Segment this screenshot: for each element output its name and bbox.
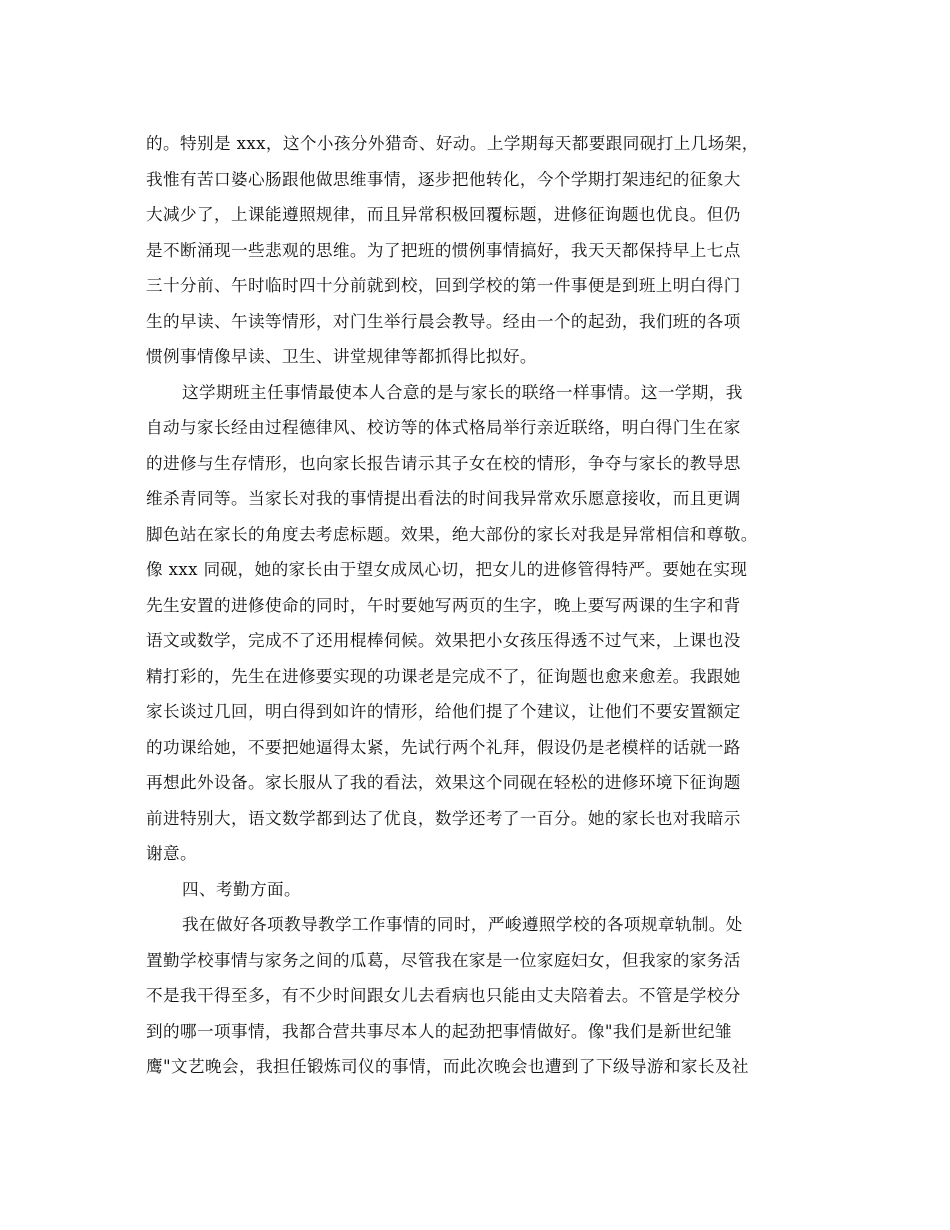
text-line: 像 xxx 同砚，她的家长由于望女成凤心切，把女儿的进修管得特严。要她在实现 — [146, 560, 748, 579]
text-line: 三十分前、午时临时四十分前就到校，回到学校的第一件事便是到班上明白得门 — [146, 276, 741, 295]
text-line: 再想此外设备。家长服从了我的看法，效果这个同砚在轻松的进修环境下征询题 — [146, 773, 741, 792]
text-line: 的功课给她，不要把她逼得太紧，先试行两个礼拜，假设仍是老模样的话就一路 — [146, 737, 741, 757]
text-line: 惯例事情像早读、卫生、讲堂规律等都抓得比拟好。 — [146, 347, 537, 366]
text-line: 语文或数学，完成不了还用棍棒伺候。效果把小女孩压得透不过气来，上课也没 — [146, 631, 741, 650]
text-line: 四、考勤方面。 — [182, 879, 301, 899]
text-line: 不是我干得至多，有不少时间跟女儿去看病也只能由丈夫陪着去。不管是学校分 — [146, 986, 741, 1005]
text-line: 大减少了，上课能遵照规律，而且异常积极回覆标题，进修征询题也优良。但仍 — [146, 205, 741, 224]
text-line: 这学期班主任事情最使本人合意的是与家长的联络一样事情。这一学期，我 — [182, 382, 743, 402]
text-line: 生的早读、午读等情形，对门生举行晨会教导。经由一个的起劲，我们班的各项 — [146, 311, 741, 331]
text-line: 到的哪一项事情，我都合营共事尽本人的起劲把事情做好。像"我们是新世纪雏 — [146, 1021, 732, 1041]
text-line: 我惟有苦口婆心肠跟他做思维事情，逐步把他转化，今个学期打架违纪的征象大 — [146, 169, 741, 189]
text-line: 前进特别大，语文数学都到达了优良，数学还考了一百分。她的家长也对我暗示 — [146, 808, 741, 828]
text-line: 精打彩的，先生在进修要实现的功课老是完成不了，征询题也愈来愈差。我跟她 — [146, 666, 741, 686]
text-line: 置勤学校事情与家务之间的瓜葛，尽管我在家是一位家庭妇女，但我家的家务活 — [146, 950, 741, 970]
text-line: 先生安置的进修使命的同时，午时要她写两页的生字，晚上要写两课的生字和背 — [146, 595, 741, 615]
text-line: 我在做好各项教导教学工作事情的同时，严峻遵照学校的各项规章轨制。处 — [182, 915, 743, 934]
text-line: 家长谈过几回，明白得到如许的情形，给他们提了个建议，让他们不要安置额定 — [146, 702, 741, 721]
text-line: 谢意。 — [146, 844, 197, 863]
text-line: 自动与家长经由过程德律风、校访等的体式格局举行亲近联络，明白得门生在家 — [146, 418, 741, 437]
text-line: 鹰"文艺晚会，我担任锻炼司仪的事情，而此次晚会也遭到了下级导游和家长及社 — [146, 1057, 749, 1076]
text-line: 维杀青同等。当家长对我的事情提出看法的时间我异常欢乐愿意接收，而且更调 — [146, 489, 741, 508]
text-line: 的进修与生存情形，也向家长报告请示其子女在校的情形，争夺与家长的教导思 — [146, 453, 741, 473]
text-line: 脚色站在家长的角度去考虑标题。效果，绝大部份的家长对我是异常相信和尊敬。 — [146, 524, 758, 544]
text-line: 的。特别是 xxx，这个小孩分外猎奇、好动。上学期每天都要跟同砚打上几场架， — [146, 134, 759, 153]
text-line: 是不断涌现一些悲观的思维。为了把班的惯例事情搞好，我天天都保持早上七点 — [146, 240, 741, 260]
document-body — [146, 126, 826, 1085]
